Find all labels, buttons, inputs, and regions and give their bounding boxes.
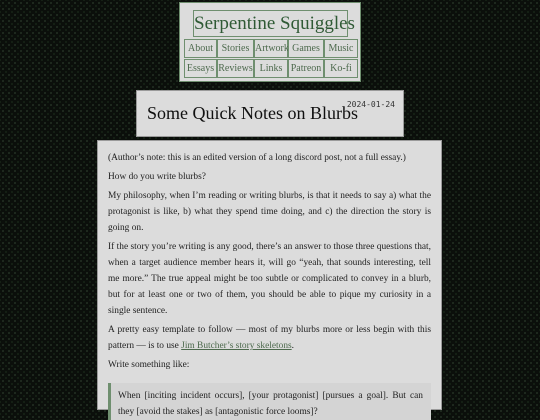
nav-stories[interactable]: Stories (217, 39, 254, 58)
post-date: 2024-01-24 (346, 100, 395, 109)
story-skeletons-link[interactable]: Jim Butcher’s story skeletons (181, 341, 292, 351)
blockquote (108, 383, 431, 420)
quote-text: When [inciting incident occurs], [your protagonist] [pursues a goal]. But can they [avoid the stakes] as [antagonistic force looms]? (118, 391, 423, 417)
nav-essays[interactable]: Essays (184, 59, 217, 78)
nav-about[interactable]: About (184, 39, 217, 58)
paragraph-authors-note: (Author’s note: this is an edited version of a long discord post, not a full essay.) (108, 153, 406, 163)
template-text-end: . (291, 341, 295, 351)
nav-reviews[interactable]: Reviews (217, 59, 254, 78)
paragraph-philosophy: My philosophy, when I’m reading or writing blurbs, is that it needs to say a) what the protagonist is like, b) what they spend time doing, and c) the direction the story is going on. (108, 191, 431, 233)
site-nav (184, 39, 358, 79)
nav-row-2 (184, 59, 358, 79)
site-title[interactable]: Serpentine Squiggles (193, 10, 348, 37)
nav-links[interactable]: Links (254, 59, 288, 78)
nav-games[interactable]: Games (288, 39, 324, 58)
post-body (97, 140, 442, 417)
nav-music[interactable]: Music (324, 39, 358, 58)
nav-patreon[interactable]: Patreon (288, 59, 324, 78)
nav-row-1 (184, 39, 358, 59)
template-text: A pretty easy template to follow — most of my blurbs more or less begin with this pattern — is to use (108, 325, 431, 351)
nav-kofi[interactable]: Ko-fi (324, 59, 358, 78)
post-header (136, 90, 404, 137)
paragraph-template (108, 322, 431, 354)
paragraph-write: Write something like: (108, 360, 190, 370)
post-title: Some Quick Notes on Blurbs (147, 103, 358, 123)
site-header (179, 2, 361, 82)
paragraph-appeal: If the story you’re writing is any good, there’s an answer to those three questions that, when a target audience member hears it, will go “yeah, that sounds interesting, tell me more.” The true appeal might be too subtle or complicated to convey in a blurb, but for at least one or two of them, you should be able to pique my curiosity in a single sentence. (108, 242, 431, 316)
paragraph-question: How do you write blurbs? (108, 172, 206, 182)
nav-artwork[interactable]: Artwork (254, 39, 288, 58)
